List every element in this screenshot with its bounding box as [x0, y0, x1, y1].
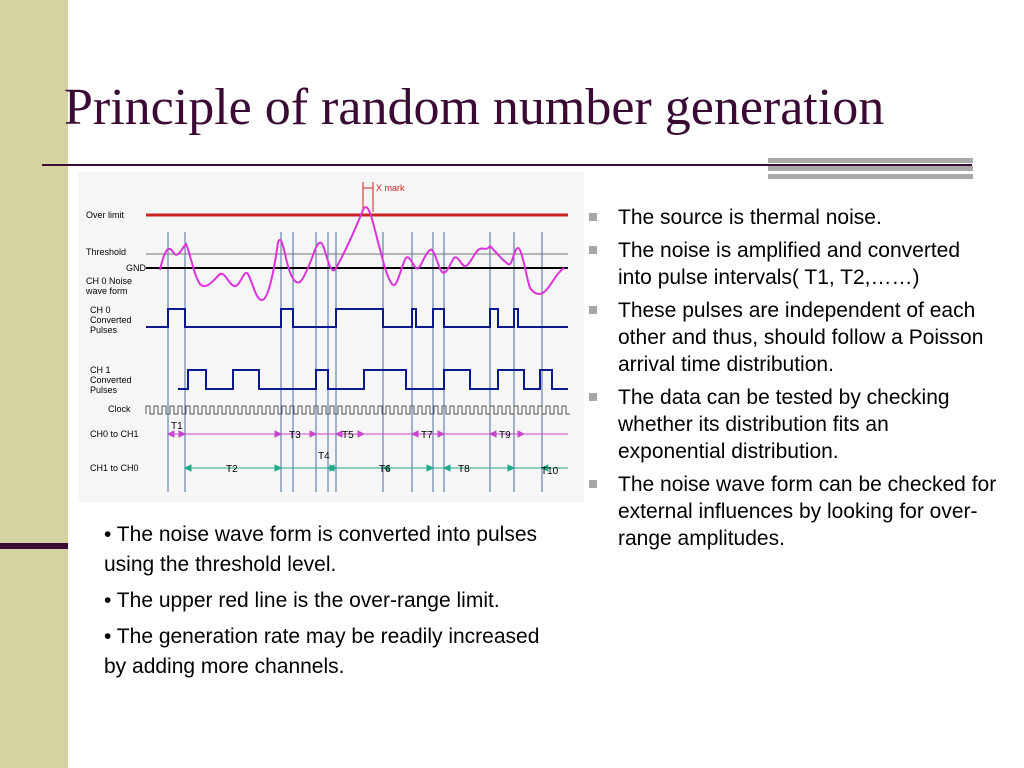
label-t5: T5 [342, 430, 354, 441]
square-bullet-icon [589, 246, 597, 254]
label-t2: T2 [226, 464, 238, 475]
x-mark-label: X mark [376, 183, 405, 193]
label-t4: T4 [318, 451, 330, 462]
slide-title: Principle of random number generation [64, 79, 885, 136]
label-ch0-noise-1: CH 0 Noise [86, 276, 133, 286]
bullet-text: These pulses are independent of each other and thus, should follow a Poisson arrival time distribution. [618, 299, 984, 376]
label-ch0-conv-3: Pulses [90, 325, 118, 335]
left-decor-accent [0, 543, 68, 549]
clock-signal [146, 406, 570, 414]
bullet-text: The noise is amplified and converted into pulse intervals( T1, T2,……) [618, 239, 961, 289]
title-accent-bar-1 [768, 158, 973, 163]
bullet-item [586, 204, 998, 231]
note-item: • The generation rate may be readily increased by adding more channels. [104, 625, 540, 678]
bullet-text: The source is thermal noise. [618, 206, 882, 229]
label-t9: T9 [499, 430, 511, 441]
label-ch0-to-ch1: CH0 to CH1 [90, 429, 139, 439]
bullet-item [586, 297, 998, 378]
note-item: • The noise wave form is converted into pulses using the threshold level. [104, 523, 538, 576]
label-t7: T7 [421, 430, 433, 441]
label-threshold: Threshold [86, 247, 127, 257]
timing-diagram [78, 172, 584, 502]
label-ch0-noise-2: wave form [86, 286, 128, 296]
label-t3: T3 [289, 430, 301, 441]
label-ch1-to-ch0: CH1 to CH0 [90, 463, 139, 473]
label-t1: T1 [171, 421, 183, 432]
title-accent-bar-2 [768, 166, 973, 171]
title-accent-bar-3 [768, 174, 973, 179]
bullet-item [586, 471, 998, 552]
ch1-to-ch0-intervals [185, 465, 568, 471]
bullet-text: The data can be tested by checking whether its distribution fits an exponential distribution. [618, 386, 950, 463]
label-ch0-conv-2: Converted [90, 315, 132, 325]
left-decor-bar [0, 0, 68, 768]
bullet-list [586, 204, 998, 558]
bullet-text: The noise wave form can be checked for external influences by looking for over-range amplitudes. [618, 473, 997, 550]
square-bullet-icon [589, 306, 597, 314]
label-clock: Clock [108, 404, 131, 414]
label-ch1-conv-1: CH 1 [90, 365, 111, 375]
label-ch1-conv-2: Converted [90, 375, 132, 385]
label-t10: T10 [541, 466, 559, 477]
square-bullet-icon [589, 393, 597, 401]
label-over-limit: Over limit [86, 210, 124, 220]
label-ch1-conv-3: Pulses [90, 385, 118, 395]
square-bullet-icon [589, 213, 597, 221]
bullet-item [586, 237, 998, 291]
ch0-pulses [146, 309, 568, 327]
label-t8: T8 [458, 464, 470, 475]
notes-block [104, 520, 544, 688]
vertical-guides [168, 232, 542, 492]
bullet-item [586, 384, 998, 465]
label-gnd: GND [126, 263, 146, 273]
label-ch0-conv-1: CH 0 [90, 305, 111, 315]
square-bullet-icon [589, 480, 597, 488]
ch1-pulses [178, 370, 568, 389]
timing-diagram-svg [78, 172, 584, 502]
note-item: • The upper red line is the over-range limit. [104, 589, 500, 612]
label-t6: T6 [379, 464, 391, 475]
